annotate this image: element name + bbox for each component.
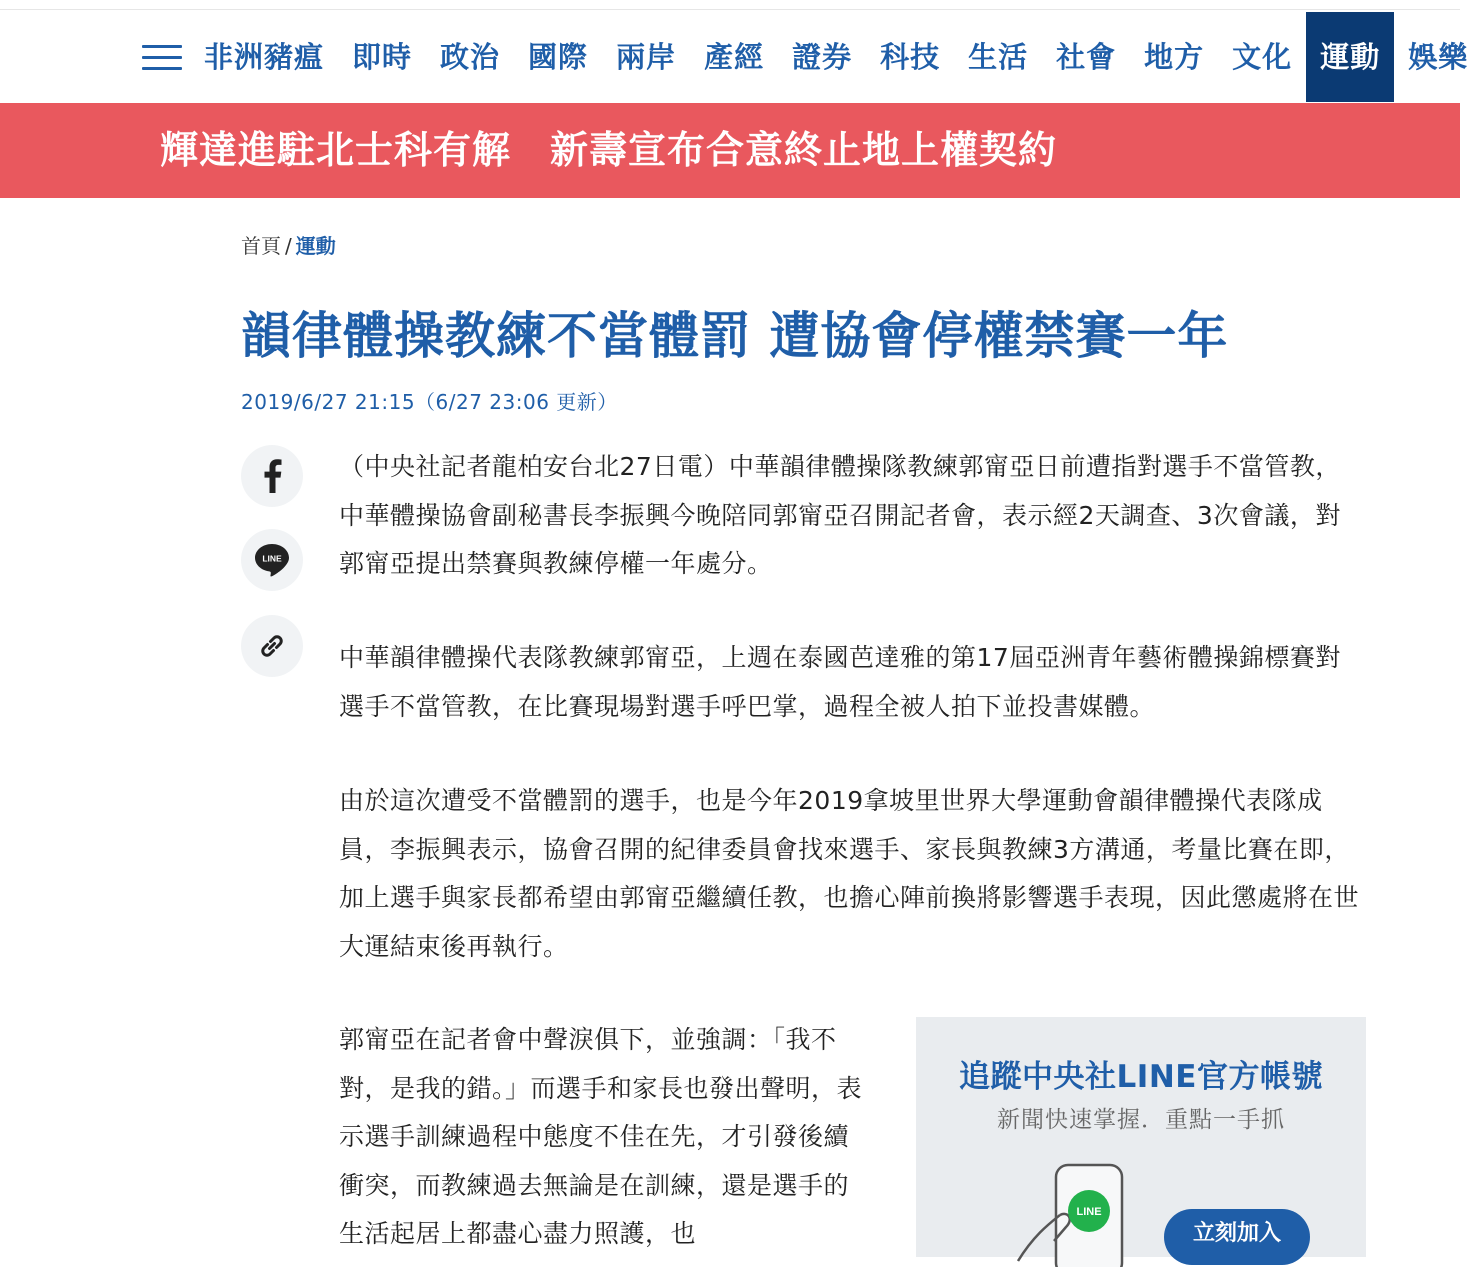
nav-item-life[interactable]: 生活: [968, 40, 1029, 74]
nav-items: [190, 12, 1482, 102]
article-paragraph: （中央社記者龍柏安台北27日電）中華韻律體操隊教練郭甯亞日前遭指對選手不當管教，中華體操協會副秘書長李振興今晚陪同郭甯亞召開記者會，表示經2天調查、3次會議，對郭甯亞提出禁賽與教練停權一年處分。: [339, 452, 1341, 578]
nav-item-international[interactable]: 國際: [528, 40, 589, 74]
nav-item-culture[interactable]: 文化: [1232, 40, 1293, 74]
line-icon-label: LINE: [262, 553, 282, 564]
article-title: 韻律體操教練不當體罰 遭協會停權禁賽一年: [241, 307, 1229, 365]
nav-item-cross-strait[interactable]: 兩岸: [616, 40, 677, 74]
phone-line-label: LINE: [1076, 1206, 1102, 1218]
nav-item-politics[interactable]: 政治: [440, 40, 501, 74]
ad-title: 追蹤中央社LINE官方帳號: [959, 1059, 1323, 1095]
breadcrumb-home[interactable]: 首頁: [241, 234, 281, 258]
facebook-icon: [261, 459, 283, 493]
nav-item-stocks[interactable]: 證券: [792, 40, 853, 74]
nav-item-african-swine-fever[interactable]: 非洲豬瘟: [204, 40, 325, 74]
nav-item-realtime[interactable]: 即時: [352, 40, 413, 74]
breadcrumb-section[interactable]: 運動: [295, 234, 336, 258]
nav-item-technology[interactable]: 科技: [880, 40, 941, 74]
breadcrumb-separator: /: [285, 234, 292, 258]
breadcrumb: [241, 230, 336, 259]
breaking-news-banner[interactable]: [0, 103, 1460, 198]
nav-item-local[interactable]: 地方: [1144, 40, 1205, 74]
link-icon: [257, 631, 287, 661]
copy-link-button[interactable]: [241, 615, 303, 677]
ad-subtitle: 新聞快速掌握．重點一手抓: [997, 1107, 1285, 1133]
line-icon: [254, 543, 290, 577]
phone-hand-icon: [1016, 1157, 1156, 1267]
top-border: [0, 0, 1460, 10]
article-date: 2019/6/27 21:15（6/27 23:06 更新）: [241, 390, 618, 414]
article-paragraph: 郭甯亞在記者會中聲淚俱下，並強調：「我不對，是我的錯。」而選手和家長也發出聲明，表示選手訓練過程中態度不佳在先，才引發後續衝突，而教練過去無論是在訓練，還是選手的生活起居上都盡心盡力照護，也: [339, 1025, 863, 1248]
join-now-button[interactable]: 立刻加入: [1164, 1209, 1310, 1265]
share-line-button[interactable]: [241, 529, 303, 591]
main-nav: [0, 12, 1469, 102]
nav-item-economy[interactable]: 產經: [704, 40, 765, 74]
banner-headline[interactable]: 輝達進駐北士科有解 新壽宣布合意終止地上權契約: [160, 128, 1058, 172]
article-paragraph: 中華韻律體操代表隊教練郭甯亞，上週在泰國芭達雅的第17屆亞洲青年藝術體操錦標賽對選手不當管教，在比賽現場對選手呼巴掌，過程全被人拍下並投書媒體。: [339, 643, 1341, 721]
nav-item-entertainment[interactable]: 娛樂: [1408, 40, 1469, 74]
menu-icon[interactable]: [142, 43, 182, 73]
nav-item-society[interactable]: 社會: [1056, 40, 1117, 74]
nav-item-sports[interactable]: 運動: [1306, 12, 1394, 102]
share-facebook-button[interactable]: [241, 445, 303, 507]
article-paragraph: 由於這次遭受不當體罰的選手，也是今年2019拿坡里世界大學運動會韻律體操代表隊成員，李振興表示，協會召開的紀律委員會找來選手、家長與教練3方溝通，考量比賽在即，加上選手與家長都希望由郭甯亞繼續任教，也擔心陣前換將影響選手表現，因此懲處將在世大運結束後再執行。: [339, 786, 1360, 961]
line-official-account-ad[interactable]: [916, 1017, 1366, 1257]
